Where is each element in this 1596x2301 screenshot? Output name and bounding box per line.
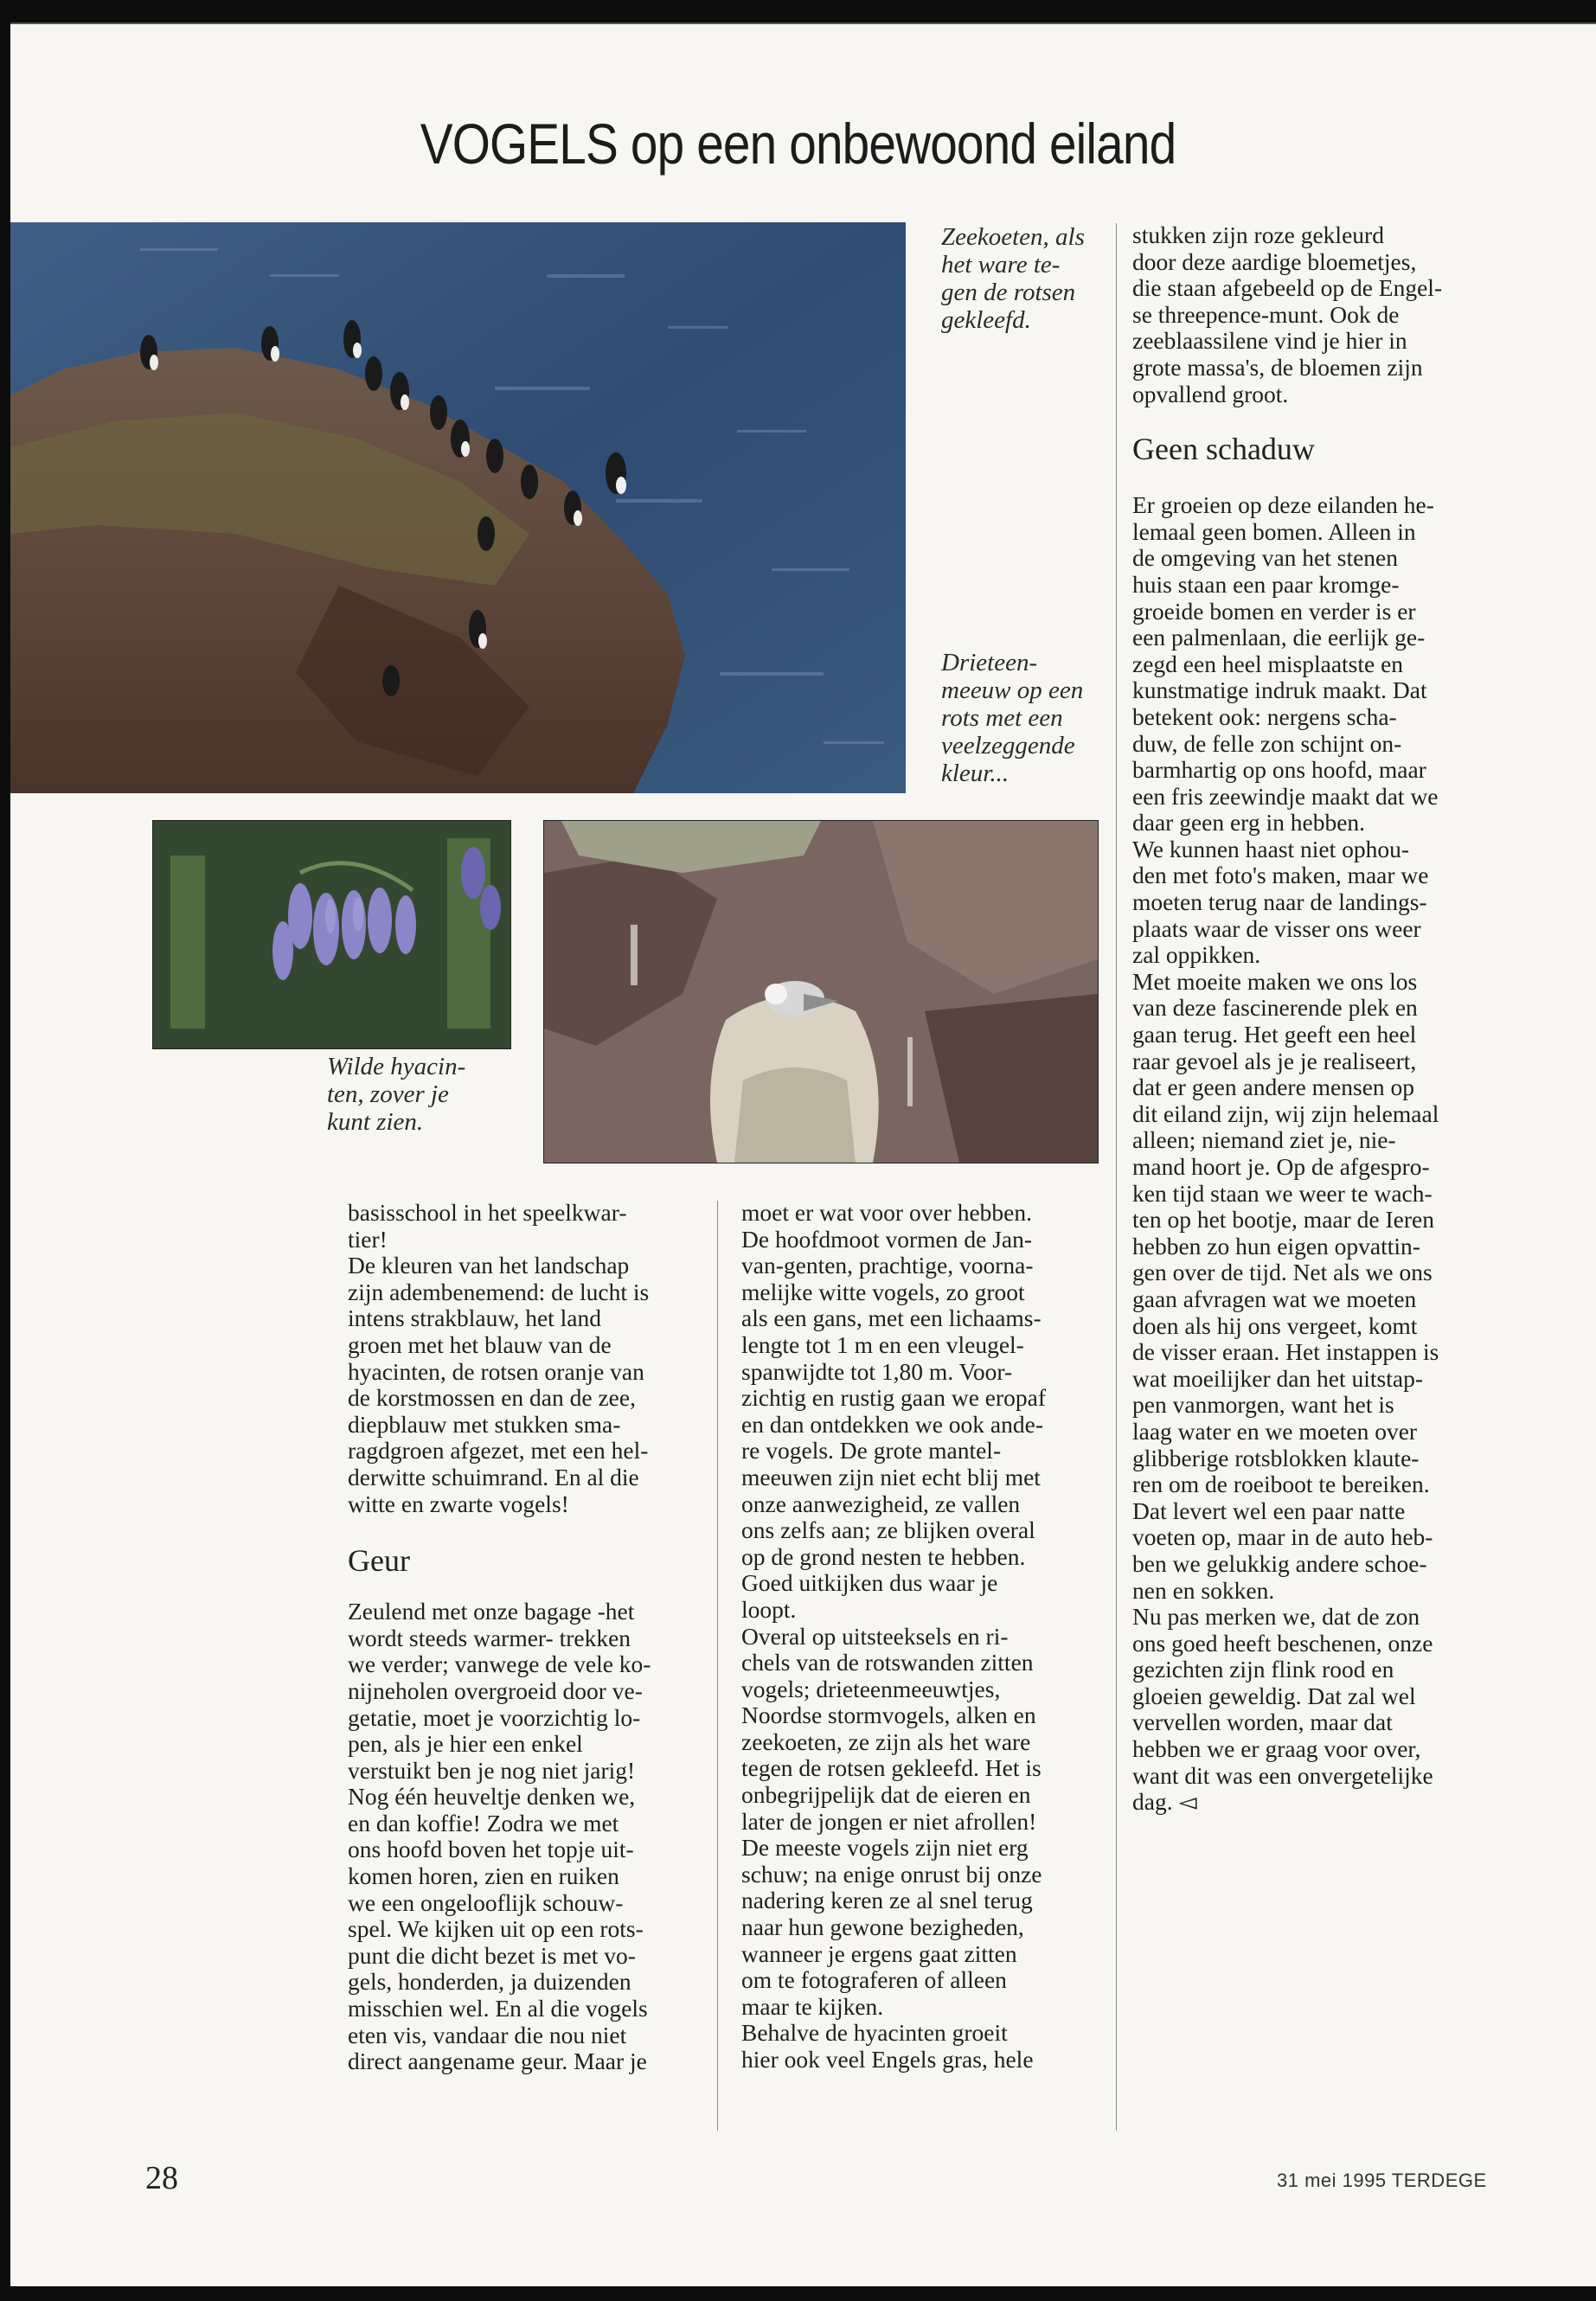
col2-line: Goed uitkijken dus waar je [741,1569,998,1597]
col3-line: hebben we er graag voor over, [1132,1735,1421,1763]
col1-line: ragdgroen afgezet, met een hel- [348,1437,649,1465]
col2-line: moet er wat voor over hebben. [741,1199,1032,1226]
col3-line: voeten op, maar in de auto heb- [1132,1523,1433,1551]
col3-line: alleen; niemand ziet je, nie- [1132,1126,1396,1154]
publication-footer: 31 mei 1995 TERDEGE [1277,2170,1487,2191]
col1-line: we verder; vanwege de vele ko- [348,1650,651,1678]
wild-hyacinth-image [153,821,510,1048]
column-rule-2 [1116,223,1117,2131]
col2-line: op de grond nesten te hebben. [741,1542,1026,1570]
col1-line: komen horen, zien en ruiken [348,1862,619,1890]
col1-line: zijn adembenemend: de lucht is [348,1278,650,1305]
col3-line: dag. ◅ [1132,1788,1197,1816]
col3-line: die staan afgebeeld op de Engel- [1132,274,1443,302]
col1-line: Zeulend met onze bagage -het [348,1598,635,1625]
col2-line: hier ook veel Engels gras, hele [741,2046,1034,2073]
col3-line: gaan terug. Het geeft een heel [1132,1021,1417,1048]
col2-line: later de jongen er niet afrollen! [741,1807,1037,1835]
col2-line: schuw; na enige onrust bij onze [741,1860,1042,1888]
col1-line: de korstmossen en dan de zee, [348,1384,636,1412]
col2-line: meeuwen zijn niet echt blij met [741,1463,1041,1490]
col1-line: groen met het blauw van de [348,1330,612,1358]
col2-line: lengte tot 1 m en een vleugel- [741,1330,1024,1358]
column-rule-1 [717,1201,718,2131]
col3-line: ben we gelukkig andere schoe- [1132,1549,1427,1577]
col2-line: om te fotograferen of alleen [741,1966,1007,1994]
col3-line: stukken zijn roze gekleurd [1132,221,1384,248]
col3-line: glibberige rotsblokken klaute- [1132,1444,1420,1471]
article-headline: VOGELS op een onbewoond eiland [420,112,1176,176]
col1-line: De kleuren van het landschap [348,1252,630,1279]
col3-line: groeide bomen en verder is er [1132,597,1416,625]
col3-line: doen als hij ons vergeet, komt [1132,1311,1418,1339]
page-frame-top [0,0,1596,22]
col2-line: onze aanwezigheid, ze vallen [741,1490,1021,1517]
text-column-1 [348,1200,651,2075]
col3-line: barmhartig op ons hoofd, maar [1132,756,1426,784]
col3-line: een palmenlaan, die eerlijk ge- [1132,624,1426,651]
col3-line: raar gevoel als je je realiseert, [1132,1047,1417,1074]
col1-line: direct aangename geur. Maar je [348,2048,647,2075]
col1-line: intens strakblauw, het land [348,1304,602,1332]
col2-line: en dan ontdekken we ook ande- [741,1410,1043,1438]
col3-line: de visser eraan. Het instappen is [1132,1338,1439,1366]
col3-line: Nu pas merken we, dat de zon [1132,1603,1420,1631]
col3-line: duw, de felle zon schijnt on- [1132,729,1402,757]
col2-line: van-genten, prachtige, voorna- [741,1252,1034,1279]
col1-line: nijneholen overgroeid door ve- [348,1676,643,1704]
col3-line: plaats waar de visser ons weer [1132,914,1421,942]
col3-line: Met moeite maken we ons los [1132,967,1418,995]
col2-line: Overal op uitsteeksels en ri- [741,1622,1009,1650]
col1-line: witte en zwarte vogels! [348,1490,569,1517]
col3-line: want dit was een onvergetelijke [1132,1761,1433,1789]
col2-line: naar hun gewone bezigheden, [741,1913,1024,1941]
col1-line: eten vis, vandaar die nou niet [348,2021,627,2048]
col2-line: De meeste vogels zijn niet erg [741,1834,1029,1862]
col1-line: basisschool in het speelkwar- [348,1199,627,1226]
col3-line: ken tijd staan we weer te wach- [1132,1179,1433,1207]
heading-geur: Geur [348,1543,410,1579]
col3-line: grote massa's, de bloemen zijn [1132,353,1423,381]
col3-line: kunstmatige indruk maakt. Dat [1132,676,1427,704]
col2-line: nadering keren ze al snel terug [741,1887,1033,1914]
col2-line: als een gans, met een lichaams- [741,1304,1042,1332]
col3-line: ren om de roeiboot te bereiken. [1132,1471,1430,1498]
col3-line: vervellen worden, maar dat [1132,1708,1393,1736]
text-column-3 [1132,222,1442,1816]
col2-line: re vogels. De grote mantel- [741,1437,1002,1465]
col3-line: We kunnen haast niet ophou- [1132,835,1410,862]
col3-line: een fris zeewindje maakt dat we [1132,782,1439,810]
col1-line: gels, honderden, ja duizenden [348,1968,631,1996]
col2-line: loopt. [741,1595,797,1623]
col1-line: en dan koffie! Zodra we met [348,1809,619,1836]
col3-line: se threepence-munt. Ook de [1132,300,1400,328]
col3-line: hebben zo hun eigen opvattin- [1132,1232,1420,1259]
col3-line: zal oppikken. [1132,941,1261,969]
col3-line: lemaal geen bomen. Alleen in [1132,517,1416,545]
page-inner-line [10,22,1596,24]
col3-line: gaan afvragen wat we moeten [1132,1285,1417,1312]
page-frame-bottom [0,2286,1596,2301]
page-number: 28 [145,2160,178,2196]
col1-line: Nog één heuveltje denken we, [348,1783,636,1811]
col3-line: betekent ook: nergens scha- [1132,702,1397,730]
col3-line: dit eiland zijn, wij zijn helemaal [1132,1099,1439,1127]
col2-line: onbegrijpelijk dat de eieren en [741,1781,1031,1809]
caption-zeekoeten: Zeekoeten, als het ware te- gen de rotsen gekleefd. [941,223,1085,334]
col3-line: de omgeving van het stenen [1132,544,1398,572]
col1-line: spel. We kijken uit op een rots- [348,1915,644,1943]
hyacinth-photo [152,820,511,1049]
col3-line: den met foto's maken, maar we [1132,862,1429,889]
col2-line: chels van de rotswanden zitten [741,1649,1034,1676]
col3-line: pen vanmorgen, want het is [1132,1391,1394,1419]
main-photo [10,222,906,793]
col1-line: hyacinten, de rotsen oranje van [348,1357,644,1385]
col3-line: opvallend groot. [1132,380,1289,407]
col3-line: wat moeilijker dan het uitstap- [1132,1364,1424,1392]
col2-line: zichtig en rustig gaan we eropaf [741,1384,1047,1412]
col2-line: ons zelfs aan; ze blijken overal [741,1516,1035,1544]
col1-line: diepblauw met stukken sma- [348,1410,621,1438]
col2-line: maar te kijken. [741,1992,884,2020]
col1-line: derwitte schuimrand. En al die [348,1463,639,1490]
col3-line: laag water en we moeten over [1132,1417,1418,1445]
col2-line: De hoofdmoot vormen de Jan- [741,1225,1033,1253]
col1-line: misschien wel. En al die vogels [348,1995,648,2022]
col3-line: Dat levert wel een paar natte [1132,1497,1406,1524]
col3-line: nen en sokken. [1132,1576,1275,1604]
col1-line: pen, als je hier een enkel [348,1730,583,1758]
page-frame-left [0,0,10,2301]
col2-line: Behalve de hyacinten groeit [741,2019,1008,2047]
text-column-2 [741,1200,1046,2073]
col3-line: Er groeien op deze eilanden he- [1132,491,1434,519]
col3-line: ten op het bootje, maar de Ieren [1132,1206,1434,1234]
col3-line: daar geen erg in hebben. [1132,809,1366,836]
col1-line: punt die dicht bezet is met vo- [348,1941,636,1969]
col1-line: ons hoofd boven het topje uit- [348,1836,634,1863]
col1-line: verstuikt ben je nog niet jarig! [348,1756,636,1784]
col2-line: tegen de rotsen gekleefd. Het is [741,1754,1042,1782]
kittiwake-on-rock-image [544,821,1098,1163]
col3-line: zeeblaassilene vind je hier in [1132,327,1407,355]
col3-line: gezichten zijn flink rood en [1132,1656,1394,1683]
col1-line: tier! [348,1225,388,1253]
col1-line: we een ongelooflijk schouw- [348,1888,624,1916]
kittiwake-photo [543,820,1099,1163]
caption-drieteenmeeuw: Drieteen- meeuw op een rots met een veelzeggende kleur... [941,649,1084,787]
col1-line: wordt steeds warmer- trekken [348,1624,631,1651]
col3-line: moeten terug naar de landings- [1132,888,1427,916]
col3-line: ons goed heeft beschenen, onze [1132,1629,1433,1657]
col2-line: spanwijdte tot 1,80 m. Voor- [741,1357,1013,1385]
col1-line: getatie, moet je voorzichtig lo- [348,1703,641,1731]
caption-hyacint: Wilde hyacin- ten, zover je kunt zien. [327,1053,466,1136]
col2-line: wanneer je ergens gaat zitten [741,1939,1017,1967]
heading-geen-schaduw: Geen schaduw [1132,432,1315,467]
col2-line: Noordse stormvogels, alken en [741,1702,1036,1729]
col3-line: van deze fascinerende plek en [1132,994,1418,1022]
col3-line: dat er geen andere mensen op [1132,1074,1415,1101]
col3-line: mand hoort je. Op de afgespro- [1132,1153,1430,1180]
col3-line: zegd een heel misplaatste en [1132,650,1404,677]
guillemots-on-rock-image [10,222,906,793]
col3-line: gen over de tijd. Net als we ons [1132,1259,1433,1286]
col3-line: huis staan een paar kromge- [1132,570,1400,598]
col2-line: zeekoeten, ze zijn als het ware [741,1727,1031,1755]
col3-line: door deze aardige bloemetjes, [1132,247,1417,275]
col2-line: vogels; drieteenmeeuwtjes, [741,1675,1001,1702]
col2-line: melijke witte vogels, zo groot [741,1278,1025,1305]
col3-line: gloeien geweldig. Dat zal wel [1132,1682,1416,1709]
